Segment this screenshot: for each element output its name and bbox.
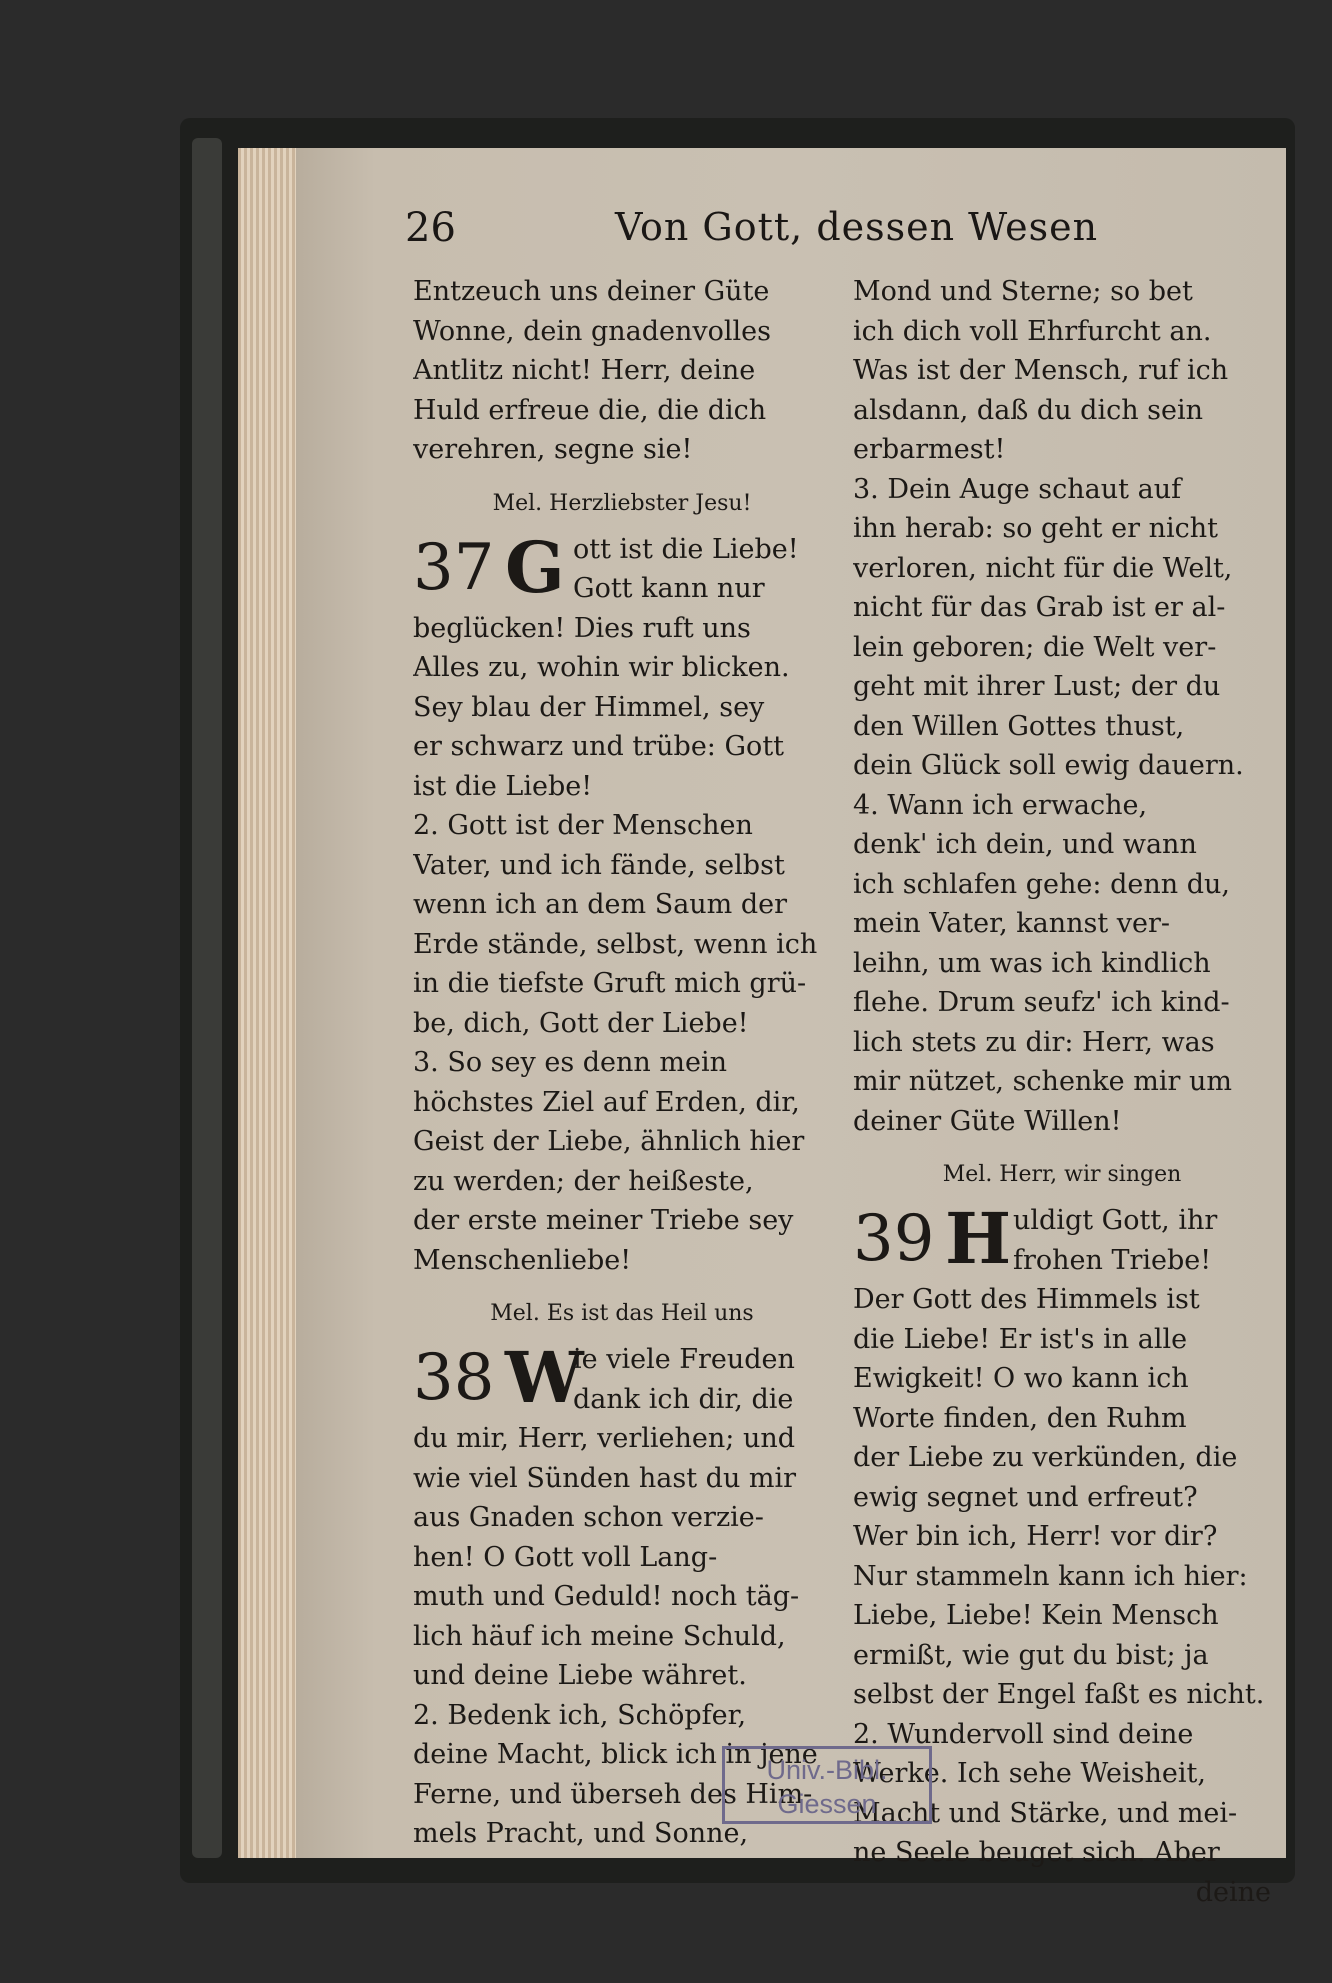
right-column bbox=[853, 272, 1271, 1912]
text-line: deine Macht, blick ich in jene bbox=[413, 1739, 818, 1770]
text-line: Werke. Ich sehe Weisheit, bbox=[853, 1758, 1206, 1789]
text-line: Worte finden, den Ruhm bbox=[853, 1402, 1187, 1434]
text-line: dank ich dir, die bbox=[573, 1383, 794, 1415]
text-line: 2. Bedenk ich, Schöpfer, bbox=[413, 1699, 747, 1731]
text-line: deine bbox=[1195, 1876, 1271, 1908]
text-line: leihn, um was ich kindlich bbox=[853, 947, 1211, 979]
text-line: 4. Wann ich erwache, bbox=[853, 789, 1148, 821]
text-line: wie viel Sünden hast du mir bbox=[413, 1462, 797, 1494]
stamp-line: Giessen bbox=[777, 1789, 877, 1819]
text-line: 3. So sey es denn mein bbox=[413, 1047, 727, 1078]
hymn-number: 38 bbox=[413, 1341, 495, 1415]
text-line: Wer bin ich, Herr! vor dir? bbox=[853, 1521, 1218, 1552]
left-column bbox=[413, 272, 831, 1854]
text-line: Gott kann nur bbox=[573, 573, 765, 604]
text-line: 2. Gott ist der Menschen bbox=[413, 810, 753, 841]
text-line: ich schlafen gehe: denn du, bbox=[853, 868, 1230, 900]
text-line: Huld erfreue die, die dich bbox=[413, 394, 767, 426]
text-line: selbst der Engel faßt es nicht. bbox=[853, 1679, 1265, 1710]
text-line: ist die Liebe! bbox=[413, 770, 593, 802]
drop-initial: W bbox=[505, 1336, 584, 1419]
text-line: wenn ich an dem Saum der bbox=[413, 889, 788, 920]
text-line: Nur stammeln kann ich hier: bbox=[853, 1560, 1248, 1592]
hymn-opening bbox=[413, 1336, 831, 1419]
text-line: be, dich, Gott der Liebe! bbox=[413, 1007, 749, 1039]
text-line: mein Vater, kannst ver- bbox=[853, 908, 1171, 939]
text-line: ich dich voll Ehrfurcht an. bbox=[853, 315, 1212, 347]
text-line: flehe. Drum seufz' ich kind- bbox=[853, 987, 1230, 1018]
text-line: lich häuf ich meine Schuld, bbox=[413, 1620, 786, 1652]
page-stack-edge bbox=[238, 148, 300, 1858]
hymn-number: 39 bbox=[853, 1202, 935, 1276]
text-line: beglücken! Dies ruft uns bbox=[413, 612, 751, 644]
text-line: erbarmest! bbox=[853, 434, 1006, 465]
melody-note: Mel. Es ist das Heil uns bbox=[490, 1301, 754, 1326]
text-line: du mir, Herr, verliehen; und bbox=[413, 1423, 796, 1454]
text-line: 3. Dein Auge schaut auf bbox=[853, 473, 1182, 505]
text-line: Erde stände, selbst, wenn ich bbox=[413, 928, 818, 960]
text-line: Sey blau der Himmel, sey bbox=[413, 691, 765, 723]
text-line: Ewigkeit! O wo kann ich bbox=[853, 1363, 1189, 1394]
text-line: nicht für das Grab ist er al- bbox=[853, 592, 1226, 623]
text-line: Alles zu, wohin wir blicken. bbox=[413, 652, 790, 683]
running-header bbox=[405, 205, 1305, 265]
text-line: lein geboren; die Welt ver- bbox=[853, 631, 1217, 663]
hymn-opening bbox=[853, 1197, 1271, 1280]
text-line: zu werden; der heißeste, bbox=[413, 1165, 754, 1197]
text-line: uldigt Gott, ihr bbox=[1013, 1205, 1218, 1236]
text-line: er schwarz und trübe: Gott bbox=[413, 731, 785, 762]
running-title: Von Gott, dessen Wesen bbox=[615, 205, 1099, 249]
melody-note: Mel. Herr, wir singen bbox=[942, 1162, 1182, 1187]
text-line: ott ist die Liebe! bbox=[573, 533, 799, 565]
stamp-line: Univ.-Bibl. bbox=[766, 1755, 888, 1785]
text-line: mir nützet, schenke mir um bbox=[853, 1066, 1232, 1097]
page-number: 26 bbox=[405, 205, 456, 251]
text-line: ermißt, wie gut du bist; ja bbox=[853, 1639, 1209, 1671]
text-line: der erste meiner Triebe sey bbox=[413, 1205, 794, 1236]
melody-note: Mel. Herzliebster Jesu! bbox=[492, 490, 752, 516]
text-line: verloren, nicht für die Welt, bbox=[853, 552, 1233, 584]
text-line: der Liebe zu verkünden, die bbox=[853, 1442, 1238, 1473]
text-line: Antlitz nicht! Herr, deine bbox=[413, 355, 756, 386]
text-line: Geist der Liebe, ähnlich hier bbox=[413, 1126, 805, 1157]
text-line: hen! O Gott voll Lang- bbox=[413, 1541, 718, 1573]
text-line: ewig segnet und erfreut? bbox=[853, 1481, 1198, 1513]
text-line: die Liebe! Er ist's in alle bbox=[853, 1323, 1188, 1355]
text-line: aus Gnaden schon verzie- bbox=[413, 1502, 764, 1533]
text-line: geht mit ihrer Lust; der du bbox=[853, 671, 1221, 702]
text-line: muth und Geduld! noch täg- bbox=[413, 1581, 800, 1612]
text-line: ie viele Freuden bbox=[573, 1344, 795, 1375]
text-line: ihn herab: so geht er nicht bbox=[853, 513, 1218, 544]
text-line: verehren, segne sie! bbox=[413, 434, 693, 465]
text-line: ne Seele beuget sich. Aber bbox=[853, 1837, 1220, 1868]
intro-stanza bbox=[853, 272, 1271, 1141]
text-line: Der Gott des Himmels ist bbox=[853, 1284, 1200, 1315]
text-line: in die tiefste Gruft mich grü- bbox=[413, 968, 807, 999]
text-line: Entzeuch uns deiner Güte bbox=[413, 276, 770, 307]
text-line: mels Pracht, und Sonne, bbox=[413, 1818, 749, 1849]
text-line: frohen Triebe! bbox=[1013, 1244, 1212, 1276]
hymn-opening bbox=[413, 525, 831, 609]
text-line: lich stets zu dir: Herr, was bbox=[853, 1026, 1215, 1058]
text-line: Wonne, dein gnadenvolles bbox=[413, 315, 772, 347]
text-line: alsdann, daß du dich sein bbox=[853, 394, 1204, 426]
text-line: 2. Wundervoll sind deine bbox=[853, 1718, 1194, 1750]
intro-stanza bbox=[413, 272, 831, 470]
text-line: Was ist der Mensch, ruf ich bbox=[853, 355, 1229, 386]
text-line: den Willen Gottes thust, bbox=[853, 710, 1185, 742]
text-line: Menschenliebe! bbox=[413, 1244, 632, 1276]
text-line: Macht und Stärke, und mei- bbox=[853, 1797, 1238, 1829]
text-line: denk' ich dein, und wann bbox=[853, 829, 1197, 860]
text-line: dein Glück soll ewig dauern. bbox=[853, 750, 1244, 781]
text-line: Liebe, Liebe! Kein Mensch bbox=[853, 1600, 1219, 1631]
text-line: und deine Liebe währet. bbox=[413, 1660, 747, 1691]
text-line: höchstes Ziel auf Erden, dir, bbox=[413, 1086, 800, 1118]
text-line: Mond und Sterne; so bet bbox=[853, 276, 1193, 307]
text-line: deiner Güte Willen! bbox=[853, 1105, 1122, 1137]
book-spine-edge bbox=[192, 138, 222, 1858]
hymn-37 bbox=[413, 525, 831, 1281]
library-stamp bbox=[722, 1746, 932, 1824]
drop-initial: G bbox=[505, 525, 565, 609]
drop-initial: H bbox=[945, 1197, 1012, 1280]
text-line: Vater, und ich fände, selbst bbox=[413, 849, 785, 881]
text-line: Ferne, und überseh des Him- bbox=[413, 1778, 813, 1810]
hymn-number: 37 bbox=[413, 530, 495, 605]
